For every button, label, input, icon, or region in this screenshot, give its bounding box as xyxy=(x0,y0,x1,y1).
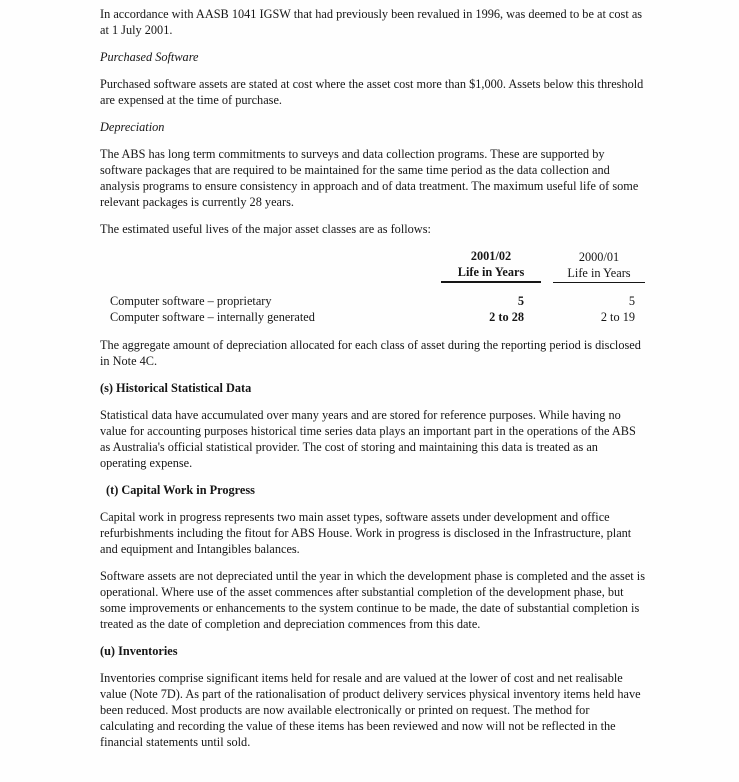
useful-lives-intro-paragraph: The estimated useful lives of the major asset classes are as follows: xyxy=(100,222,431,236)
capital-work-paragraph-2: Software assets are not depreciated until the year in which the development phase is completed and the asset is operational. Where use of the asset commences after substantial completion of the development phase, but some improvements or enhancements to the system continue to be made, the date of substantial completion is treated as the date of completion and depreciation commences from this date. xyxy=(100,569,645,631)
table-row xyxy=(100,309,645,325)
heading-inventories: (u) Inventories xyxy=(100,644,178,658)
table-header-row xyxy=(100,248,645,283)
table-row-value-2000-01: 5 xyxy=(628,294,635,308)
table-row-value-2001-02: 2 to 28 xyxy=(489,310,524,324)
historical-statistical-paragraph: Statistical data have accumulated over many years and are stored for reference purposes. While having no value for accounting purposes historical time series data plays an important part in the operations of the ABS as Australia's official statistical provider. The cost of storing and maintaining this data is treated as an operating expense. xyxy=(100,408,636,470)
table-row-value-2000-01: 2 to 19 xyxy=(600,310,635,324)
heading-capital-work-in-progress: (t) Capital Work in Progress xyxy=(106,483,255,497)
table-col-2001-02-year: 2001/02 xyxy=(470,249,512,263)
heading-purchased-software: Purchased Software xyxy=(100,50,199,64)
table-row-label: Computer software – proprietary xyxy=(110,294,272,308)
depreciation-paragraph: The ABS has long term commitments to surveys and data collection programs. These are supported by software packages that are required to be maintained for the same time period as the data collection and analysis programs to ensure consistency in approach and of data treatment. The maximum useful life of some relevant packages is currently 28 years. xyxy=(100,147,639,209)
table-col-2000-01-year: 2000/01 xyxy=(578,250,620,264)
table-col-2001-02-label: Life in Years xyxy=(457,265,525,279)
purchased-software-paragraph: Purchased software assets are stated at cost where the asset cost more than $1,000. Assets below this threshold are expensed at the time of purchase. xyxy=(100,77,644,107)
capital-work-paragraph-1: Capital work in progress represents two main asset types, software assets under development and office refurbishments including the fitout for ABS House. Work in progress is disclosed in the Infrastructure, plant and equipment and Intangibles balances. xyxy=(100,510,632,556)
table-row xyxy=(100,293,645,309)
table-col-2001-02-header xyxy=(441,248,541,283)
table-col-2000-01-label: Life in Years xyxy=(567,266,631,280)
table-row-label: Computer software – internally generated xyxy=(110,310,315,324)
useful-lives-table xyxy=(100,248,645,325)
aggregate-depreciation-paragraph: The aggregate amount of depreciation allocated for each class of asset during the reporting period is disclosed in Note 4C. xyxy=(100,338,641,368)
table-row-value-2001-02: 5 xyxy=(517,294,524,308)
table-spacer xyxy=(100,283,645,293)
heading-depreciation: Depreciation xyxy=(100,120,165,134)
inventories-paragraph: Inventories comprise significant items held for resale and are valued at the lower of cost and net realisable value (Note 7D). As part of the rationalisation of product delivery services physical inventory items held have been reduced. Most products are now available electronically or printed on request. The method for calculating and recording the value of these items has been reviewed and now will not be reflected in the financial statements until sold. xyxy=(100,671,641,749)
heading-historical-statistical-data: (s) Historical Statistical Data xyxy=(100,381,252,395)
table-col-2000-01-header xyxy=(553,249,645,283)
intro-paragraph: In accordance with AASB 1041 IGSW that had previously been revalued in 1996, was deemed to be at cost as at 1 July 2001. xyxy=(100,7,643,37)
